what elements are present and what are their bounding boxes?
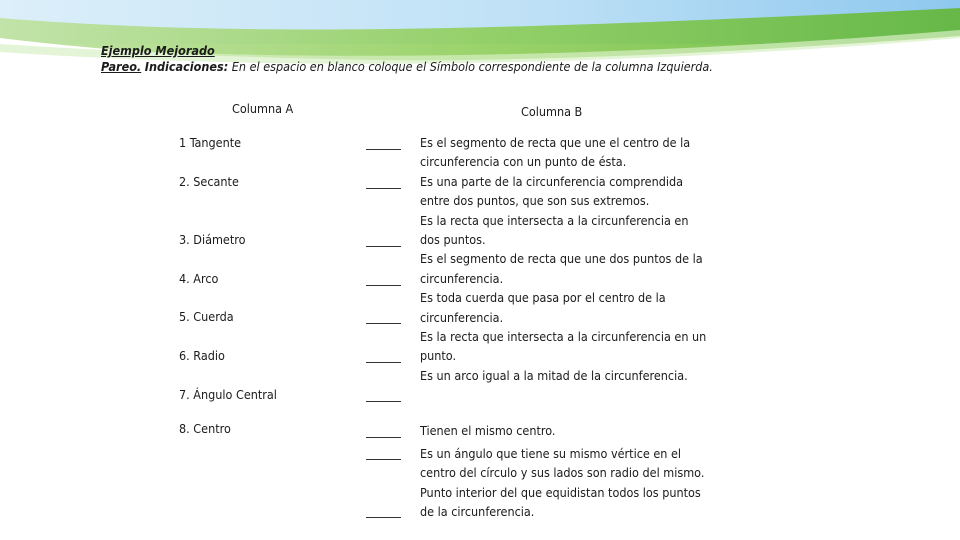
- answer-blank[interactable]: [366, 149, 401, 150]
- answer-blank[interactable]: [366, 459, 401, 460]
- instructions-text: En el espacio en blanco coloque el Símbolo correspondiente de la columna Izquierda.: [228, 59, 713, 74]
- column-a-item: 2. Secante: [179, 174, 239, 189]
- instructions: [101, 59, 713, 74]
- answer-blank[interactable]: [366, 517, 401, 518]
- column-b-definition: Tienen el mismo centro.: [420, 423, 556, 438]
- column-b-definition: Es un arco igual a la mitad de la circunferencia.: [420, 367, 688, 383]
- column-b-definition: Punto interior del que equidistan todos los puntos de la circunferencia.: [420, 484, 701, 520]
- answer-blank[interactable]: [366, 437, 401, 438]
- column-a-item: 3. Diámetro: [179, 232, 246, 247]
- column-a-item: 1 Tangente: [179, 135, 242, 150]
- instructions-label: Pareo.: [101, 59, 142, 74]
- column-b-definition: Es una parte de la circunferencia comprendida entre dos puntos, que son sus extremos.: [420, 173, 684, 209]
- column-b-definition: Es el segmento de recta que une el centro de la circunferencia con un punto de ésta.: [420, 135, 691, 170]
- column-a-item: 5. Cuerda: [179, 309, 234, 324]
- column-b-definition: Es un ángulo que tiene su mismo vértice en el centro del círculo y sus lados son radio del mismo.: [420, 446, 705, 481]
- column-b-heading: Columna B: [521, 104, 583, 119]
- answer-blank[interactable]: [366, 246, 401, 247]
- answer-blank[interactable]: [366, 362, 401, 363]
- column-b-definition: Es toda cuerda que pasa por el centro de la circunferencia.: [420, 290, 666, 325]
- column-b-definitions: [420, 133, 710, 385]
- column-a-heading: Columna A: [232, 101, 294, 116]
- column-b-definition: Es el segmento de recta que une dos puntos de la circunferencia.: [420, 251, 703, 286]
- column-a-item: 6. Radio: [179, 348, 225, 363]
- answer-blank[interactable]: [366, 285, 401, 286]
- instructions-prefix: Indicaciones:: [144, 59, 229, 74]
- answer-blank[interactable]: [366, 401, 401, 402]
- column-a-item: 7. Ángulo Central: [179, 387, 277, 402]
- slide-title: Ejemplo Mejorado: [101, 43, 215, 58]
- column-b-definition: Es la recta que intersecta a la circunferencia en dos puntos.: [420, 212, 689, 248]
- column-a-item: 4. Arco: [179, 271, 219, 286]
- column-b-definitions-lower: [420, 444, 710, 522]
- column-b-definition: Es la recta que intersecta a la circunferencia en un punto.: [420, 329, 707, 364]
- answer-blank[interactable]: [366, 188, 401, 189]
- answer-blank[interactable]: [366, 323, 401, 324]
- column-a-item: 8. Centro: [179, 421, 231, 436]
- column-b-definitions-lower: [420, 421, 710, 440]
